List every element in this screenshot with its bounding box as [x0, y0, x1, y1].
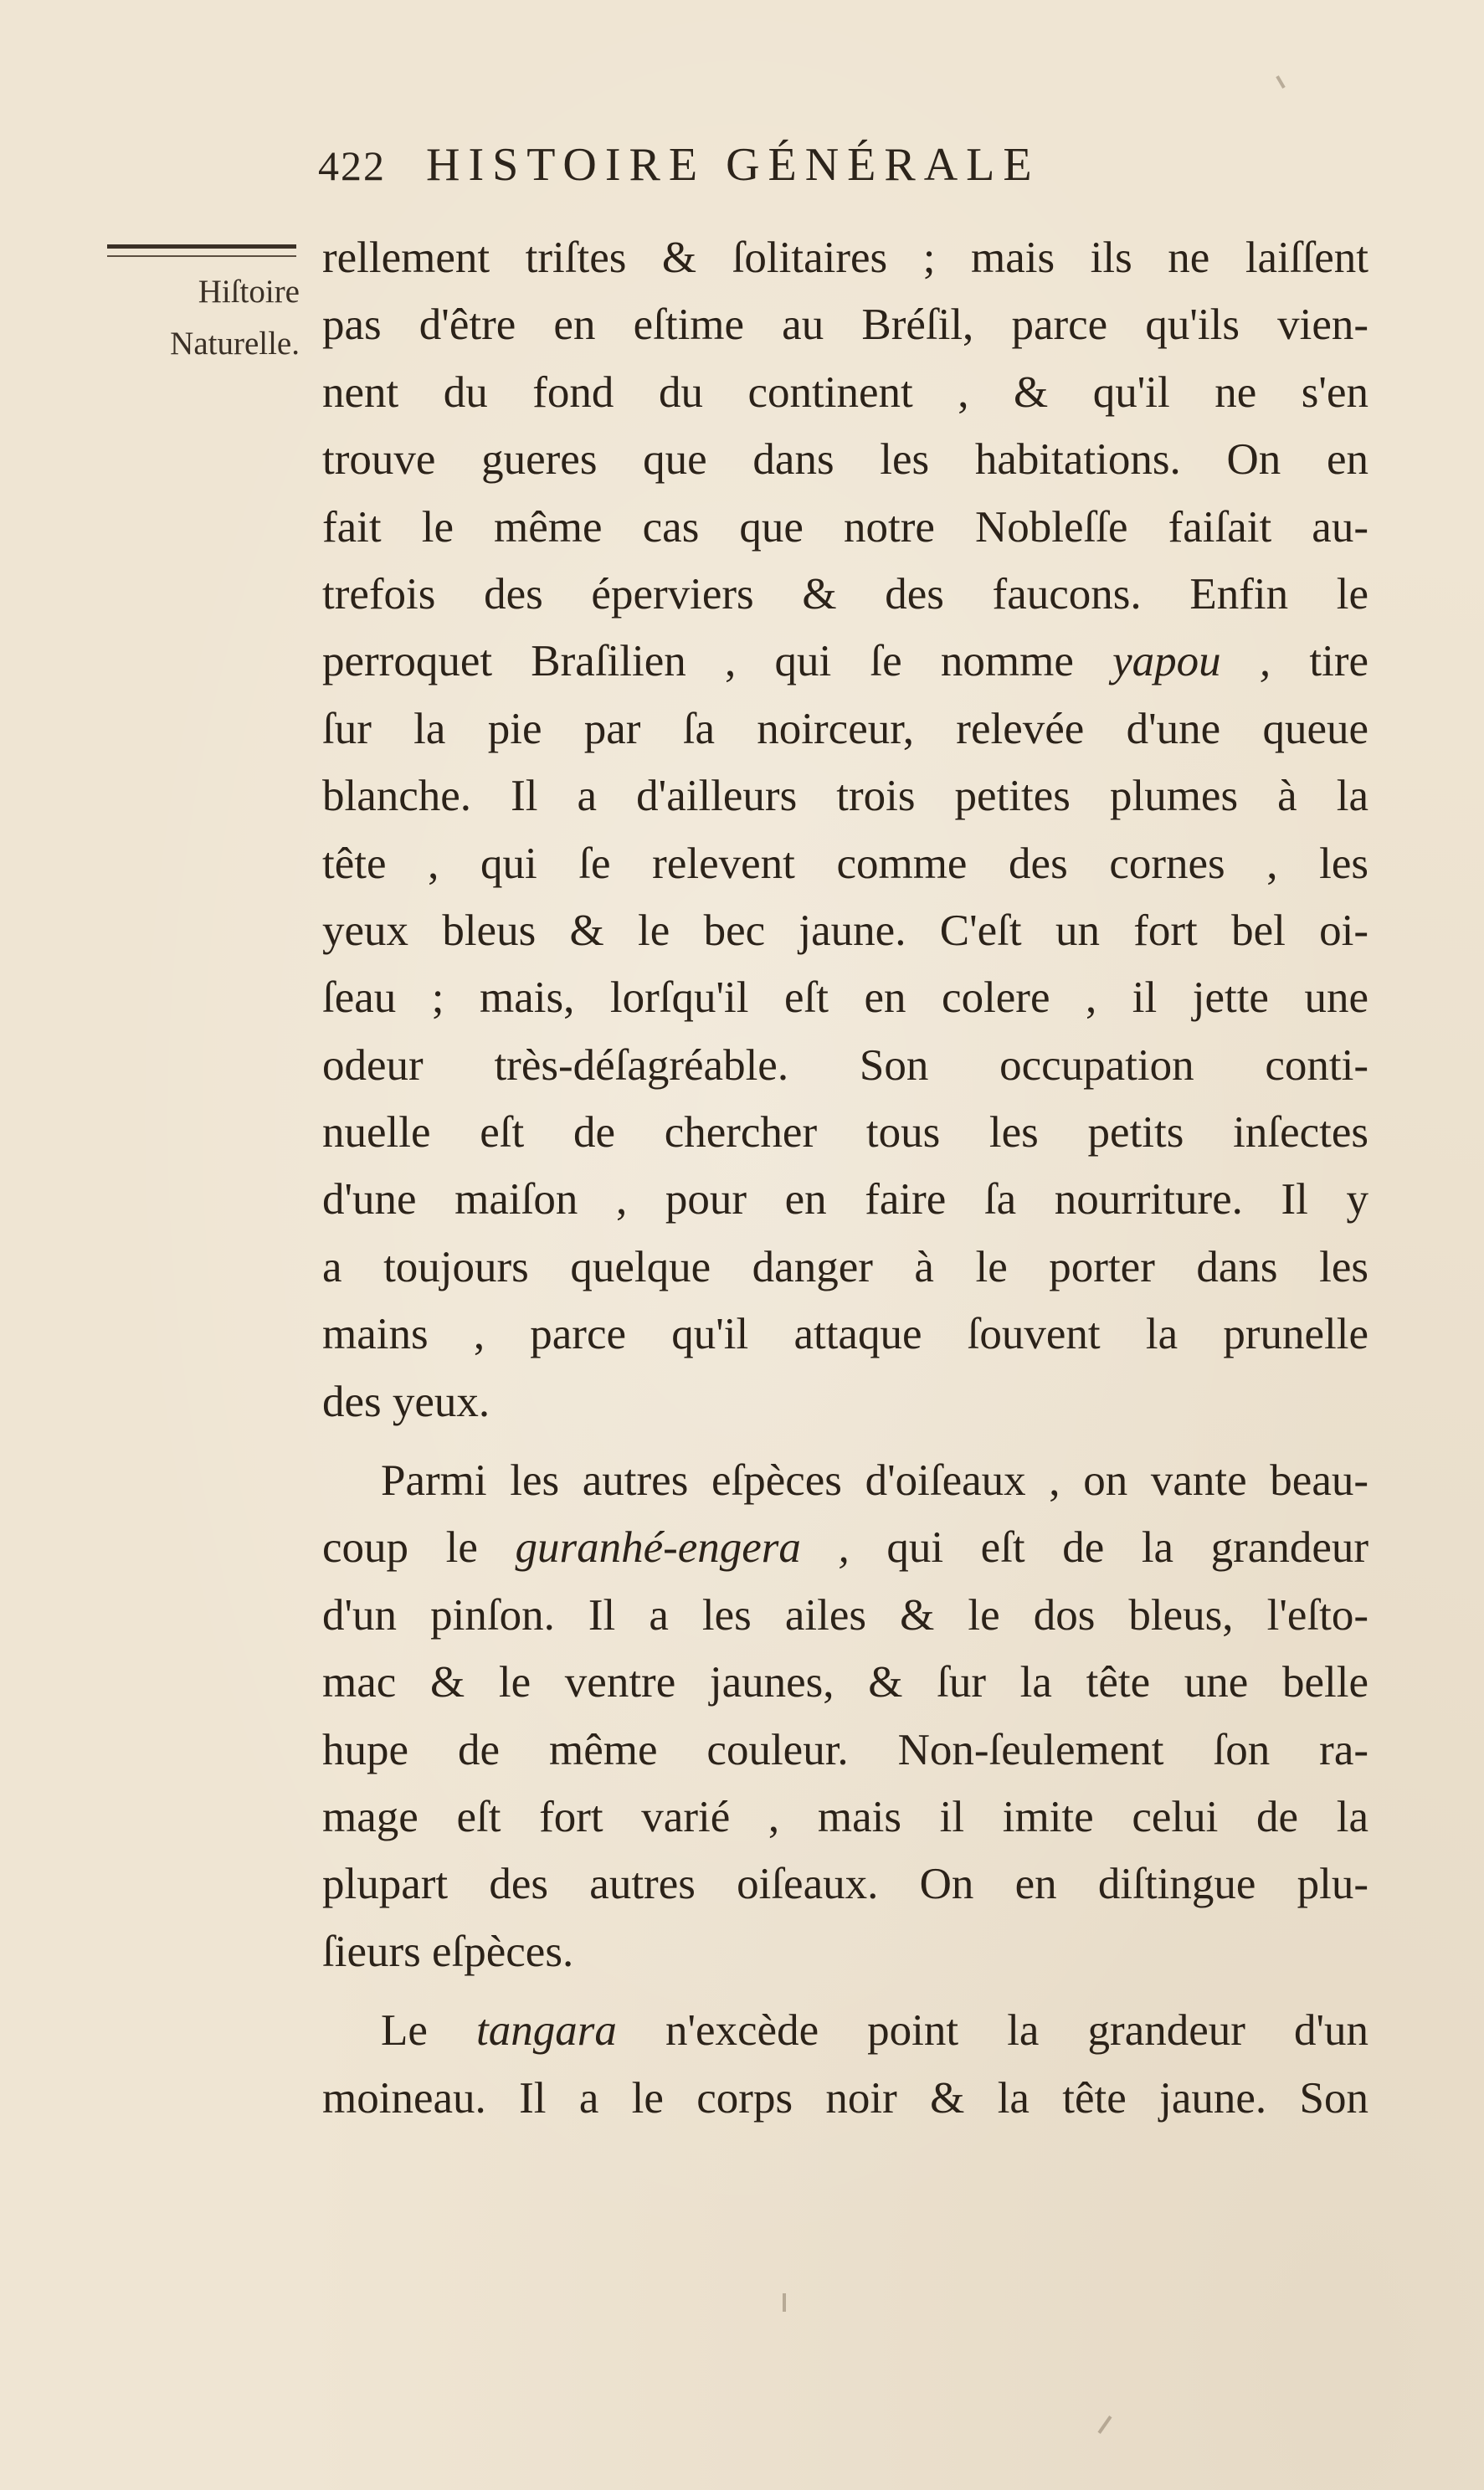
- paragraph-gap: [322, 1985, 1368, 1997]
- paper-speck: [1276, 75, 1285, 89]
- text-line: blanche. Il a d'ailleurs trois petites plumes à la: [322, 772, 1368, 821]
- paragraph-gap: [322, 1435, 1368, 1447]
- paragraph: [322, 1997, 1368, 2132]
- text-line: ſeau ; mais, lorſqu'il eſt en colere , il jette une: [322, 973, 1368, 1023]
- paper-speck: [783, 2293, 786, 2312]
- text-run: tire: [1309, 637, 1368, 686]
- text-line: mac & le ventre jaunes, & ſur la tête une belle: [322, 1658, 1368, 1707]
- paper-speck: [1097, 2416, 1112, 2434]
- paragraph: [322, 224, 1368, 1435]
- text-line: [322, 628, 1368, 695]
- text-line: plupart des autres oiſeaux. On en diſtingue plu-: [322, 1860, 1368, 1909]
- margin-note: [90, 266, 300, 370]
- body-text: [322, 224, 1368, 2132]
- margin-rule-thin: [107, 255, 296, 257]
- page-number: 422: [318, 142, 386, 189]
- text-line: rellement triſtes & ſolitaires ; mais ils ne laiſſent: [322, 234, 1368, 282]
- running-head: HISTOIRE GÉNÉRALE: [426, 139, 1040, 191]
- text-line: [322, 1514, 1368, 1581]
- text-run: perroquet Braſilien , qui ſe nomme: [322, 637, 1074, 686]
- text-line: fait le même cas que notre Nobleſſe faiſait au-: [322, 502, 1368, 552]
- text-line: d'une maiſon , pour en faire ſa nourriture. Il y: [322, 1175, 1368, 1224]
- text-line: mains , parce qu'il attaque ſouvent la prunelle: [322, 1310, 1368, 1359]
- text-line: nuelle eſt de chercher tous les petits inſectes: [322, 1108, 1368, 1158]
- text-run: Le: [381, 2006, 428, 2056]
- text-line: [322, 1997, 1368, 2064]
- text-line: yeux bleus & le bec jaune. C'eſt un fort bel oi-: [322, 906, 1368, 955]
- margin-note-line: Naturelle.: [170, 326, 300, 362]
- text-line: nent du fond du continent , & qu'il ne s'en: [322, 367, 1368, 417]
- text-line: d'un pinſon. Il a les ailes & le dos bleus, l'eſto-: [322, 1590, 1368, 1640]
- text-run: qui eſt de la grandeur: [886, 1523, 1369, 1573]
- paragraph: [322, 1447, 1368, 1985]
- italic-term: tangara: [476, 2006, 617, 2056]
- text-line: hupe de même couleur. Non-ſeulement ſon ra-: [322, 1725, 1368, 1774]
- text-line: tête , qui ſe relevent comme des cornes , les: [322, 839, 1368, 888]
- text-line: moineau. Il a le corps noir & la tête jaune. Son: [322, 2073, 1368, 2123]
- text-line: ſieurs eſpèces.: [322, 1927, 574, 1976]
- text-line: pas d'être en eſtime au Bréſil, parce qu'ils vien-: [322, 300, 1368, 350]
- text-line: odeur très-déſagréable. Son occupation conti-: [322, 1040, 1368, 1090]
- text-line: des yeux.: [322, 1377, 490, 1426]
- text-line: trouve gueres que dans les habitations. On en: [322, 435, 1368, 485]
- page-header: [318, 138, 1239, 197]
- text-run: n'excède point la grandeur d'un: [665, 2006, 1369, 2056]
- text-line: ſur la pie par ſa noirceur, relevée d'une queue: [322, 704, 1368, 753]
- margin-note-line: Hiſtoire: [198, 274, 300, 310]
- text-line: a toujours quelque danger à le porter dans les: [322, 1242, 1368, 1291]
- margin-rule: [107, 244, 296, 249]
- italic-term: guranhé-engera ,: [515, 1523, 850, 1573]
- italic-term: yapou ,: [1112, 637, 1271, 686]
- text-line: Parmi les autres eſpèces d'oiſeaux , on vante beau-: [381, 1456, 1368, 1506]
- text-line: trefois des éperviers & des faucons. Enfin le: [322, 569, 1368, 619]
- text-line: mage eſt fort varié , mais il imite celui de la: [322, 1792, 1368, 1841]
- text-run: coup le: [322, 1523, 478, 1573]
